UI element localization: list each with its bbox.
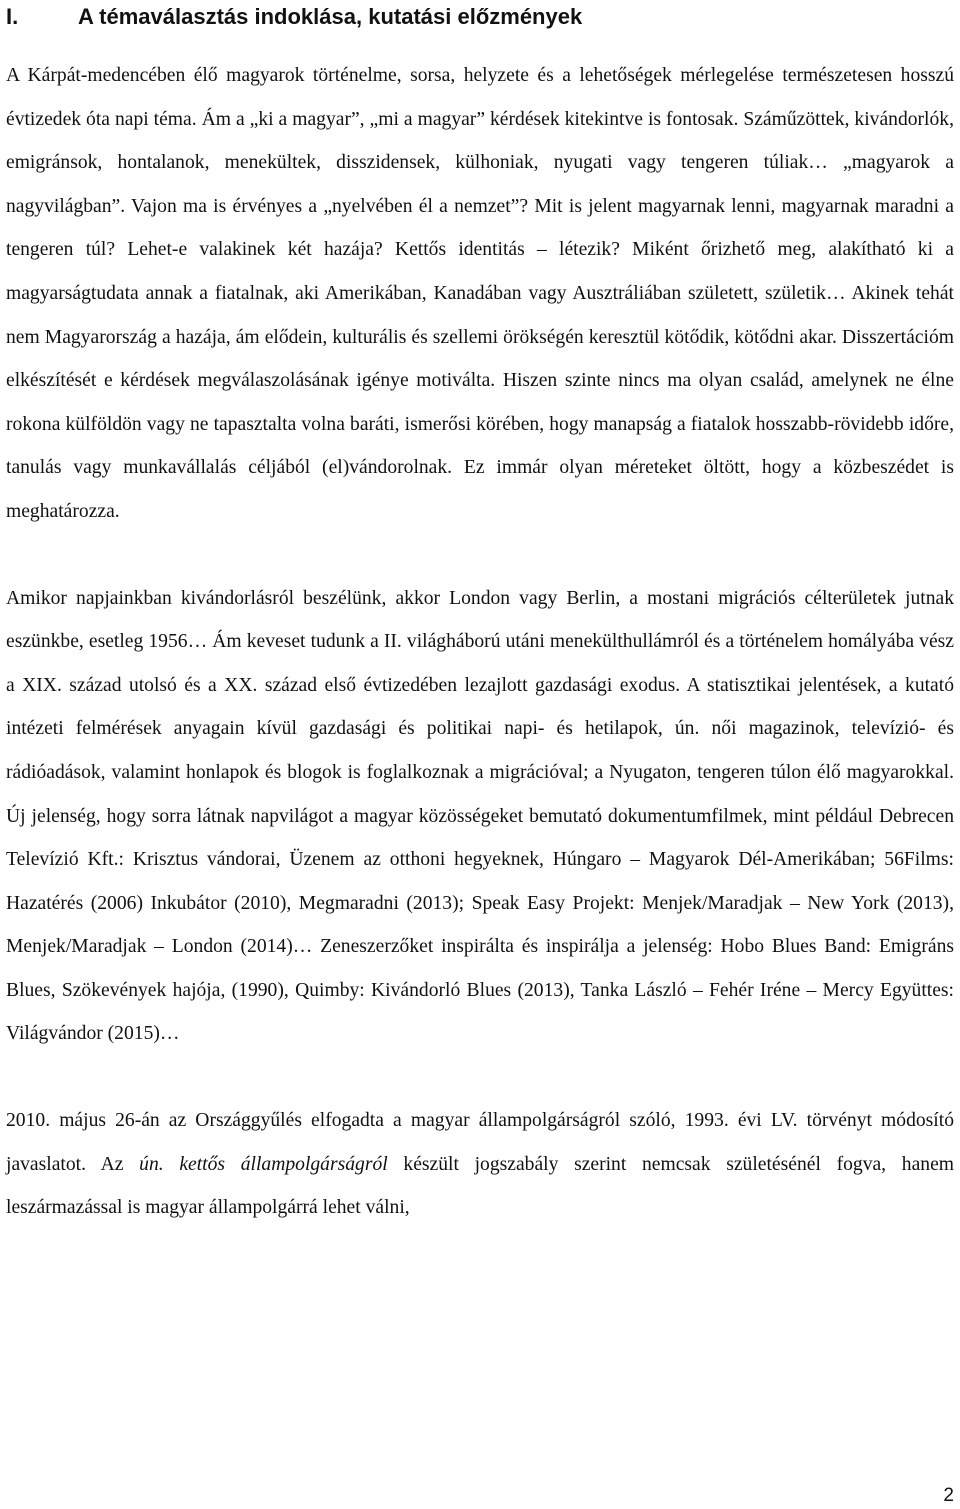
paragraph-3 (6, 1099, 954, 1230)
section-heading (6, 0, 954, 36)
section-number: I. (6, 4, 19, 29)
paragraph-2: Amikor napjainkban kivándorlásról beszélünk, akkor London vagy Berlin, a mostani migrációs célterületek jutnak eszünkbe, esetleg 1956… Ám keveset tudunk a II. világháború utáni menekülthullámról és a történelem homályába vész a XIX. század utolsó és a XX. század első évtizedében lezajlott gazdasági exodus. A statisztikai jelentések, a kutató intézeti felmérések anyagain kívül gazdasági és politikai napi- és hetilapok, ún. női magazinok, televízió- és rádióadások, valamint honlapok és blogok is foglalkoznak a migrációval; a Nyugaton, tengeren túlon élő magyarokkal. Új jelenség, hogy sorra látnak napvilágot a magyar közösségeket bemutató dokumentumfilmek, mint például Debrecen Televízió Kft.: Krisztus vándorai, Üzenem az otthoni hegyeknek, Húngaro – Magyarok Dél-Amerikában; 56Films: Hazatérés (2006) Inkubátor (2010), Megmaradni (2013); Speak Easy Projekt: Menjek/Maradjak – New York (2013), Menjek/Maradjak – London (2014)… Zeneszerzőket inspirálta és inspirálja a jelenség: Hobo Blues Band: Emigráns Blues, Szökevények hajója, (1990), Quimby: Kivándorló Blues (2013), Tanka László – Fehér Iréne – Mercy Együttes: Világvándor (2015)… (6, 587, 954, 1045)
paragraph-3-text-start: 2010. május 26-án az Országgyűlés elfogadta a magyar állampolgárságról szóló, 1993. évi LV. törvényt módosító javaslatot. Az (6, 1110, 954, 1175)
page-number: 2 (943, 1485, 954, 1506)
paragraph-3-text-end: készült jogszabály szerint nemcsak születésénél fogva, hanem leszármazással is magyar állampolgárrá lehet válni, (6, 1153, 955, 1219)
paragraph-1: A Kárpát-medencében élő magyarok történelme, sorsa, helyzete és a lehetőségek mérlegelése természetesen hosszú évtizedek óta napi téma. Ám a „ki a magyar”, „mi a magyar” kérdések kitekintve is fontosak. Száműzöttek, kivándorlók, emigránsok, hontalanok, menekültek, disszidensek, külhoniak, nyugati vagy tengeren túliak… „magyarok a nagyvilágban”. Vajon ma is érvényes a „nyelvében él a nemzet”? Mit is jelent magyarnak lenni, magyarnak maradni a tengeren túl? Lehet-e valakinek két hazája? Kettős identitás – létezik? Miként őrizhető meg, alakítható ki a magyarságtudata annak a fiatalnak, aki Amerikában, Kanadában vagy Ausztráliában született, születik… Akinek tehát nem Magyarország a hazája, ám elődein, kulturális és szellemi örökségén keresztül kötődik, kötődni akar. Disszertációm elkészítését e kérdések megválaszolásának igénye motiválta. Hiszen szinte nincs ma olyan család, amelynek ne élne rokona külföldön vagy ne tapasztalta volna baráti, ismerősi körében, hogy manapság a fiatalok hosszabb-rövidebb időre, tanulás vagy munkavállalás céljából (el)vándorolnak. Ez immár olyan méreteket öltött, hogy a közbeszédet is meghatározza. (6, 65, 954, 522)
paragraph-3-emphasis: ún. kettős állampolgárságról (139, 1153, 388, 1175)
section-title: A témaválasztás indoklása, kutatási előzmények (78, 4, 583, 29)
